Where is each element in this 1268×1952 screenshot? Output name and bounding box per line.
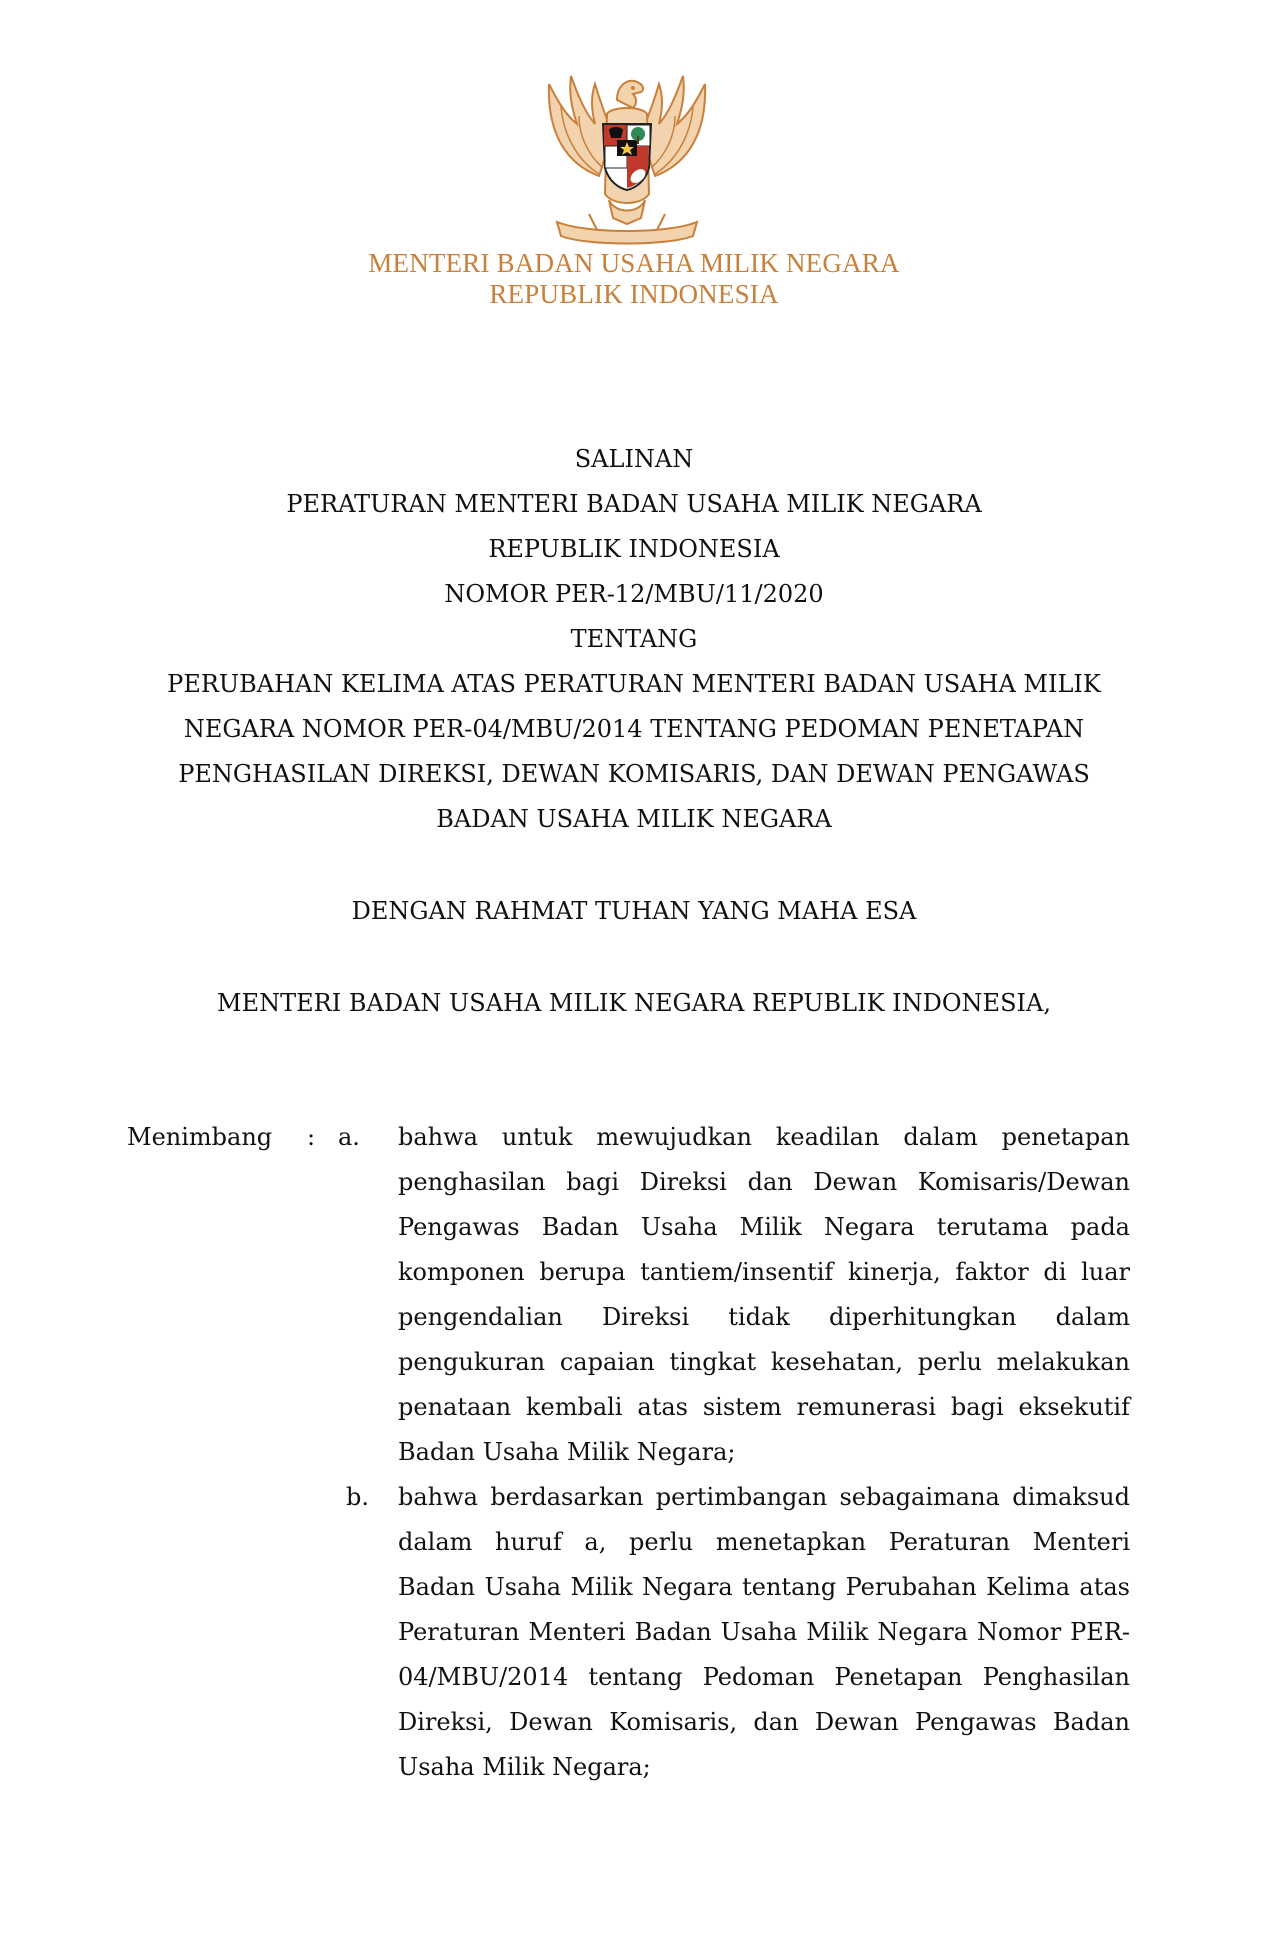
item-b-line: bahwa berdasarkan pertimbangan sebagaimana dimaksud	[398, 1483, 1130, 1511]
item-a-line: Pengawas Badan Usaha Milik Negara terutama pada	[398, 1213, 1130, 1241]
item-a-line: Badan Usaha Milik Negara;	[398, 1438, 736, 1466]
heading-subject-line-4: BADAN USAHA MILIK NEGARA	[436, 805, 832, 833]
heading-subject-line-1: PERUBAHAN KELIMA ATAS PERATURAN MENTERI BADAN USAHA MILIK	[167, 670, 1101, 698]
letterhead-institution: MENTERI BADAN USAHA MILIK NEGARA	[368, 248, 900, 278]
heading-tentang: TENTANG	[570, 625, 698, 653]
item-b-line: Direksi, Dewan Komisaris, dan Dewan Pengawas Badan	[398, 1708, 1130, 1736]
item-a-marker: a.	[338, 1123, 360, 1151]
heading-subject-line-2: NEGARA NOMOR PER-04/MBU/2014 TENTANG PEDOMAN PENETAPAN	[183, 715, 1085, 743]
considering-colon: :	[307, 1123, 316, 1151]
invocation: DENGAN RAHMAT TUHAN YANG MAHA ESA	[351, 897, 917, 925]
item-a-line: penghasilan bagi Direksi dan Dewan Komisaris/Dewan	[398, 1168, 1130, 1196]
item-a-line: pengendalian Direksi tidak diperhitungkan dalam	[398, 1303, 1130, 1331]
garuda-emblem-icon	[537, 64, 717, 250]
heading-number: NOMOR PER-12/MBU/11/2020	[444, 580, 824, 608]
item-b-line: Usaha Milik Negara;	[398, 1753, 651, 1781]
heading-salinan: SALINAN	[574, 445, 694, 473]
item-a-line: penataan kembali atas sistem remunerasi bagi eksekutif	[398, 1393, 1130, 1421]
item-a-line: bahwa untuk mewujudkan keadilan dalam penetapan	[398, 1123, 1130, 1151]
heading-regulation: PERATURAN MENTERI BADAN USAHA MILIK NEGARA	[286, 490, 982, 518]
item-b-marker: b.	[346, 1483, 369, 1511]
item-b-line: 04/MBU/2014 tentang Pedoman Penetapan Penghasilan	[398, 1663, 1130, 1691]
letterhead-country: REPUBLIK INDONESIA	[489, 279, 779, 309]
item-b-line: Peraturan Menteri Badan Usaha Milik Negara Nomor PER-	[398, 1618, 1130, 1646]
authority: MENTERI BADAN USAHA MILIK NEGARA REPUBLIK INDONESIA,	[217, 989, 1051, 1017]
heading-subject-line-3: PENGHASILAN DIREKSI, DEWAN KOMISARIS, DAN DEWAN PENGAWAS	[178, 760, 1090, 788]
item-b-line: dalam huruf a, perlu menetapkan Peraturan Menteri	[398, 1528, 1130, 1556]
item-b-line: Badan Usaha Milik Negara tentang Perubahan Kelima atas	[398, 1573, 1130, 1601]
heading-country: REPUBLIK INDONESIA	[488, 535, 780, 563]
item-a-line: komponen berupa tantiem/insentif kinerja, faktor di luar	[398, 1258, 1130, 1286]
item-a-line: pengukuran capaian tingkat kesehatan, perlu melakukan	[398, 1348, 1130, 1376]
considering-label: Menimbang	[127, 1123, 273, 1151]
